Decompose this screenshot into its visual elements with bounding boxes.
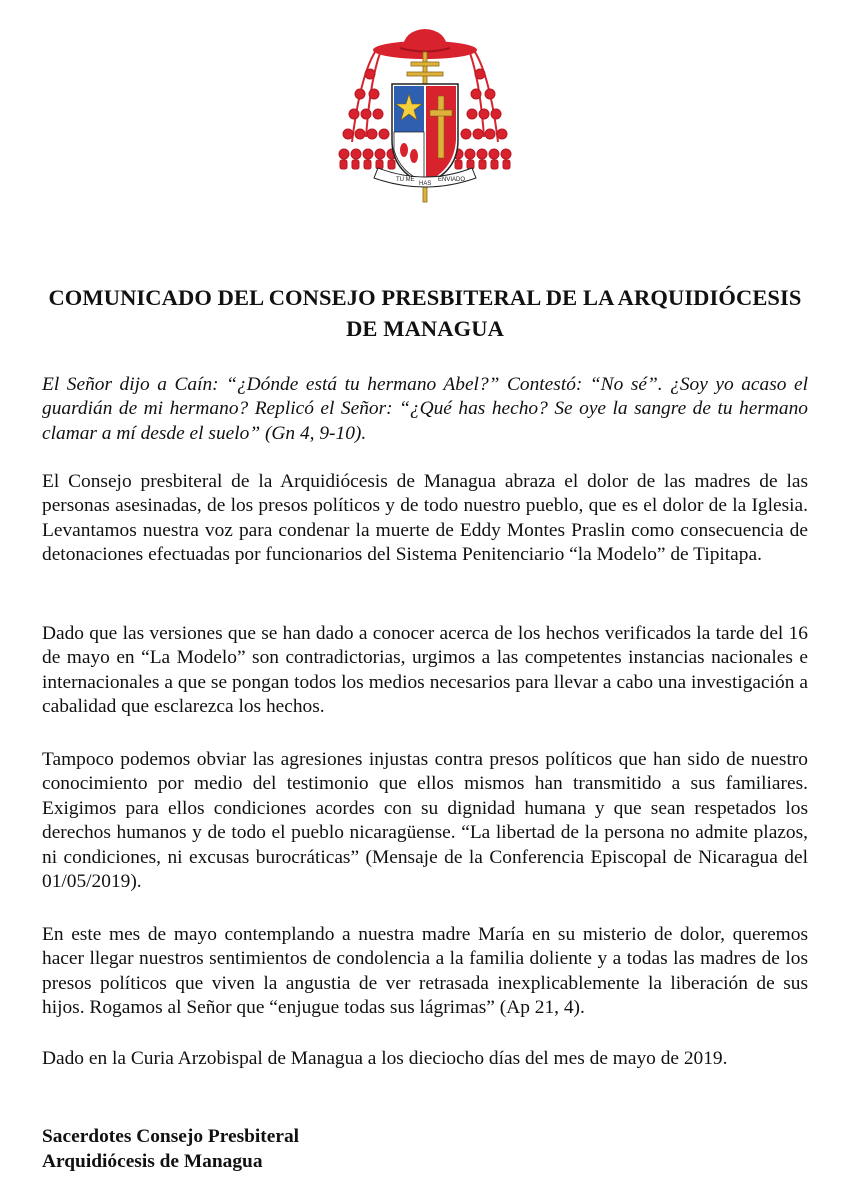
paragraph-aggressions: Tampoco podemos obviar las agresiones injustas contra presos políticos que han sido de nuestro conocimiento por medio del testimonio que ellos mismos han transmitido a sus familiares. Exigimos para ellos condiciones acordes con su dignidad humana y que sean respetados los derechos humanos y de todo el pueblo nicaragüense. “La libertad de la persona no admite plazos, ni condiciones, ni excusas burocráticas” (Mensaje de la Conferencia Episcopal de Nicaragua del 01/05/2019).: [42, 749, 808, 893]
signature-block: [42, 1125, 299, 1174]
right-tassels: [453, 52, 511, 169]
paragraph-condemnation: El Consejo presbiteral de la Arquidiócesis de Managua abraza el dolor de las madres de las personas asesinadas, de los presos políticos y de todo nuestro pueblo, que es el dolor de la Iglesia. Levantamos nuestra voz para condenar la muerte de Eddy Montes Praslin como consecuencia de detonaciones efectuadas por funcionarios del Sistema Penitenciario “la Modelo” de Tipitapa.: [42, 471, 808, 566]
signature-line-1: Sacerdotes Consejo Presbiteral: [42, 1126, 300, 1147]
paragraph-condolence: En este mes de mayo contemplando a nuestra madre María en su misterio de dolor, queremos hacer llegar nuestros sentimientos de condolencia a la familia doliente y a todas las madres de los presos políticos que viven la angustia de ver retrasada inexplicablemente la liberación de sus hijos. Rogamos al Señor que “enjugue todas sus lágrimas” (Ap 21, 4).: [42, 924, 808, 1019]
left-tassels: [339, 52, 397, 169]
paragraph-investigation: Dado que las versiones que se han dado a conocer acerca de los hechos verificados la tarde del 16 de mayo en “La Modelo” son contradictorias, urgimos a las competentes instancias nacionales e internacionales a que se pongan todos los medios necesarios para llevar a cabo una investigación a cabalidad que esclarezca los hechos.: [42, 623, 808, 718]
motto-word-1: TU ME: [396, 177, 415, 183]
document-title: COMUNICADO DEL CONSEJO PRESBITERAL DE LA ARQUIDIÓCESIS DE MANAGUA: [48, 285, 802, 341]
paragraph-date: Dado en la Curia Arzobispal de Managua a los dieciocho días del mes de mayo de 2019.: [42, 1048, 728, 1069]
motto-word-2: HAS: [419, 181, 432, 187]
bible-epigraph: El Señor dijo a Caín: “¿Dónde está tu hermano Abel?” Contestó: “No sé”. ¿Soy yo acaso el guardián de mi hermano? Replicó el Señor: “¿Qué has hecho? Se oye la sangre de tu hermano clamar a mí desde el suelo” (Gn 4, 9-10).: [42, 374, 808, 444]
coat-of-arms-logo: [330, 22, 520, 212]
motto-word-3: ENVIADO: [438, 177, 466, 183]
signature-line-2: Arquidiócesis de Managua: [42, 1150, 263, 1172]
shield: [392, 84, 458, 184]
